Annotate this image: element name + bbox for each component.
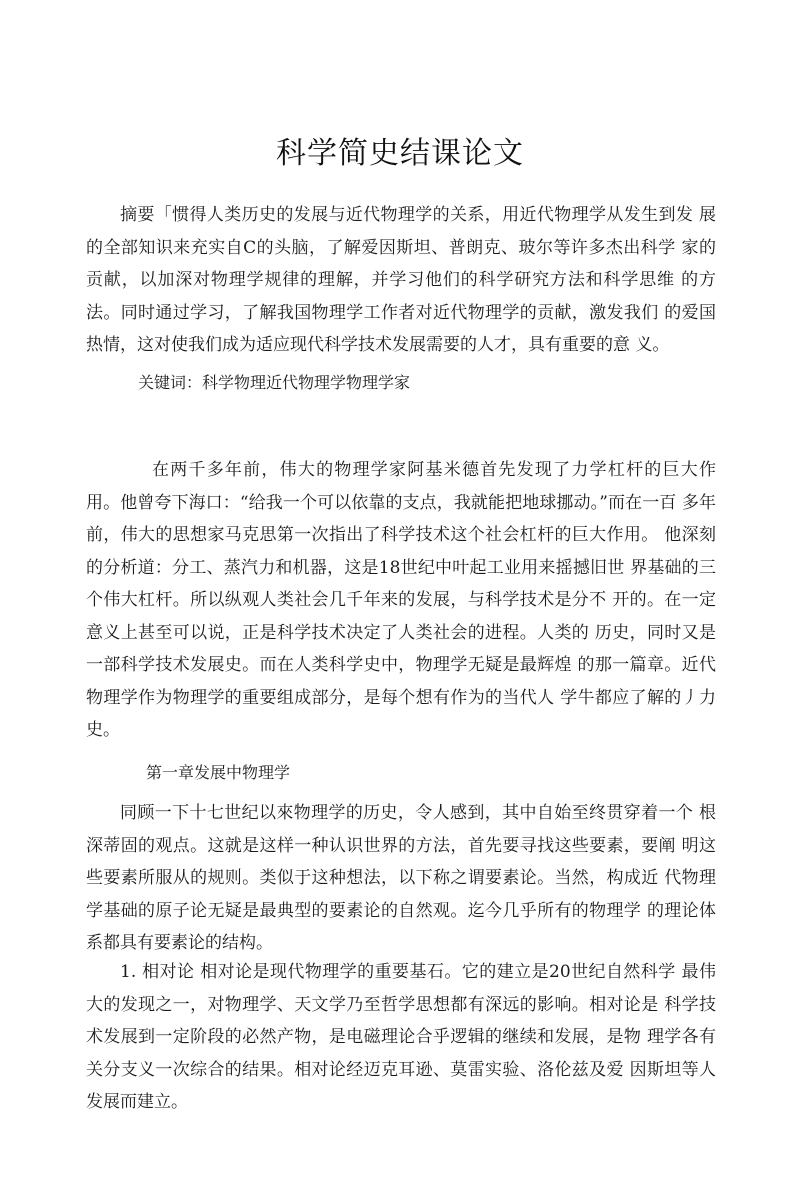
document-title: 科学简史结课论文 [276,136,524,171]
abstract-paragraph: 摘要「惯得人类历史的发展与近代物理学的关系，用近代物理学从发生到发 展的全部知识来充实自C的头脑，了解爱因斯坦、普朗克、玻尔等许多杰出科学 家的贡献，以加深对物理学规律的理解，并学习他们的科学研究方法和科学思维 的方法。同时通过学习，了解我国物理学工作者对近代物理学的贡献，激发我们 的爱国热情，这对使我们成为适应现代科学技术发展需要的人才，具有重要的意 义。 [86,205,716,355]
chapter-heading: 第一章发展中物理学 [146,763,291,782]
intro-paragraph: 在两千多年前，伟大的物理学家阿基米德首先发现了力学杠杆的巨大作 用。他曾夸下海口：“给我一个可以依靠的支点，我就能把地球挪动。”而在一百 多年前，伟大的思想家马克思第一次指出了科学技术这个社会杠杆的巨大作用。 他深刻的分析道：分工、蒸汽力和机器，这是18世纪中叶起工业用来摇撼旧世 界基础的三个伟大杠杆。所以纵观人类社会几千年来的发展，与科学技术是分不 开的。在一定意义上甚至可以说，正是科学技术决定了人类社会的进程。人类的 历史，同时又是一部科学技术发展史。而在人类科学史中，物理学无疑是最辉煌 的那一篇章。近代物理学作为物理学的重要组成部分，是每个想有作为的当代人 学牛都应了解的丿力史。 [86,460,716,740]
relativity-paragraph: 1. 相对论 相对论是现代物理学的重要基石。它的建立是20世纪自然科学 最伟大的发现之一，对物理学、天文学乃至哲学思想都有深远的影响。相对论是 科学技术发展到一定阶段的必然产物，是电磁理论合乎逻辑的继续和发展，是物 理学各有关分支义一次综合的结果。相对论经迈克耳逊、莫雷实验、洛伦兹及爱 因斯坦等人发展而建立。 [86,962,716,1112]
chapter-body-paragraph: 同顾一下十七世纪以來物理学的历史，令人感到，其中自始至终贯穿着一个 根深蒂固的观点。这就是这样一种认识世界的方法，首先要寻找这些要素，要阐 明这些要素所服从的规则。类似于这种想法，以下称之谓要素论。当然，构成近 代物理学基础的原子论无疑是最典型的要素论的自然观。迄今几乎所有的物理学 的理论体系都具有要素论的结构。 [86,803,716,953]
keywords-line: 关键词：科学物理近代物理学物理学家 [138,373,411,392]
